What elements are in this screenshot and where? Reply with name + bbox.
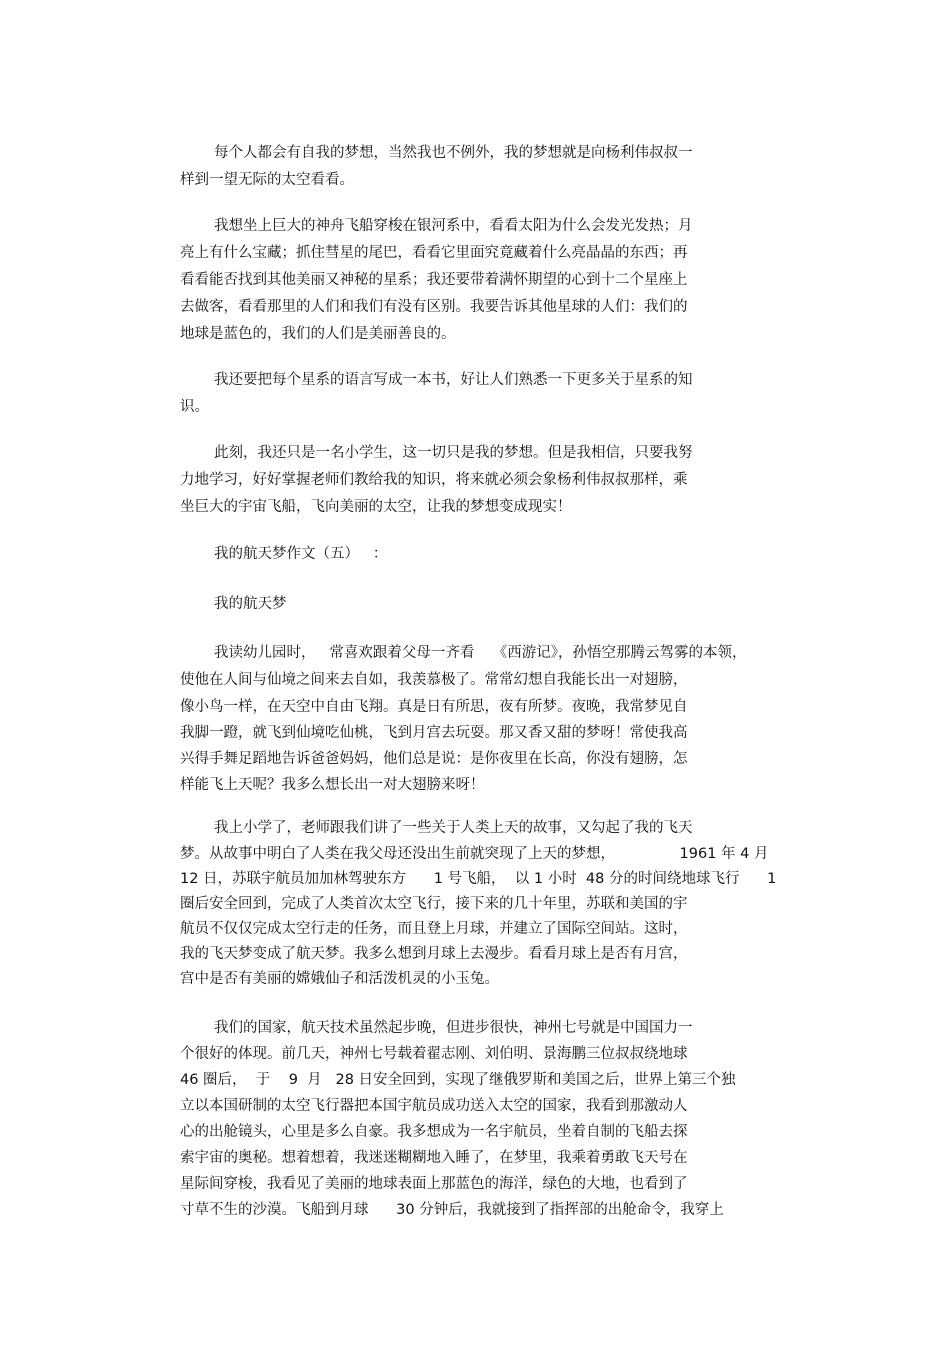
- text-line: 宫中是否有美丽的嫦娥仙子和活泼机灵的小玉兔。: [180, 971, 499, 987]
- text-line: 亮上有什么宝藏；抓住彗星的尾巴，看看它里面究竟藏着什么亮晶晶的东西；再: [180, 245, 688, 261]
- text-line: 兴得手舞足蹈地告诉爸爸妈妈，他们总是说：是你夜里在长高，你没有翅膀，怎: [180, 751, 688, 767]
- text-line: 此刻，我还只是一名小学生，这一切只是我的梦想。但是我相信，只要我努: [214, 445, 693, 461]
- text-line: 心的出舱镜头，心里是多么自豪。我多想成为一名宇航员，坐着自制的飞船去探: [180, 1124, 688, 1140]
- section-heading: 我的航天梦作文（五） ：: [214, 546, 388, 562]
- text-line: 圈后安全回到，完成了人类首次太空飞行，接下来的几十年里，苏联和美国的宇: [180, 896, 688, 912]
- text-line: 个很好的体现。前几天，神州七号载着翟志刚、刘伯明、景海鹏三位叔叔绕地球: [180, 1046, 688, 1062]
- text-line: 每个人都会有自我的梦想，当然我也不例外，我的梦想就是向杨利伟叔叔一: [214, 145, 693, 161]
- text-line: 使他在人间与仙境之间来去自如，我羡慕极了。常常幻想自我能长出一对翅膀，: [180, 672, 688, 688]
- text-line: 12 日，苏联宇航员加加林驾驶东方 1 号飞船， 以 1 小时 48 分的时间绕地球飞行 1: [180, 871, 777, 887]
- text-line: 样到一望无际的太空看看。: [180, 172, 354, 188]
- text-line: 识。: [180, 399, 209, 415]
- text-line: 我想坐上巨大的神舟飞船穿梭在银河系中，看看太阳为什么会发光发热；月: [214, 218, 693, 234]
- text-line: 我脚一蹬，就飞到仙境吃仙桃，飞到月宫去玩耍。那又香又甜的梦呀！常使我高: [180, 725, 688, 741]
- text-line: 样能飞上天呢？我多么想长出一对大翅膀来呀！: [180, 777, 485, 793]
- text-line: 寸草不生的沙漠。飞船到月球 30 分钟后，我就接到了指挥部的出舱命令，我穿上: [180, 1202, 724, 1218]
- text-line: 46 圈后， 于 9 月 28 日安全回到，实现了继俄罗斯和美国之后，世界上第三个独: [180, 1072, 736, 1088]
- text-line: 梦。从故事中明白了人类在我父母还没出生前就突现了上天的梦想， 1961 年 4 月: [180, 846, 769, 862]
- text-line: 力地学习，好好掌握老师们教给我的知识，将来就必须会象杨利伟叔叔那样，乘: [180, 472, 688, 488]
- text-line: 星际间穿梭，我看见了美丽的地球表面上那蓝色的海洋，绿色的大地，也看到了: [180, 1176, 688, 1192]
- text-line: 我读幼儿园时， 常喜欢跟着父母一齐看 《西游记》，孙悟空那腾云驾雾的本领，: [214, 645, 747, 661]
- essay-title: 我的航天梦: [214, 596, 287, 612]
- text-line: 立以本国研制的太空飞行器把本国宇航员成功送入太空的国家，我看到那激动人: [180, 1098, 688, 1114]
- text-line: 我们的国家，航天技术虽然起步晚，但进步很快，神州七号就是中国国力一: [214, 1020, 693, 1036]
- text-line: 去做客，看看那里的人们和我们有没有区别。我要告诉其他星球的人们：我们的: [180, 299, 688, 315]
- text-line: 坐巨大的宇宙飞船，飞向美丽的太空，让我的梦想变成现实！: [180, 499, 572, 515]
- text-line: 我的飞天梦变成了航天梦。我多么想到月球上去漫步。看看月球上是否有月宫，: [180, 946, 688, 962]
- text-line: 我还要把每个星系的语言写成一本书，好让人们熟悉一下更多关于星系的知: [214, 372, 693, 388]
- text-line: 我上小学了，老师跟我们讲了一些关于人类上天的故事，又勾起了我的飞天: [214, 820, 693, 836]
- text-line: 看看能否找到其他美丽又神秘的星系；我还要带着满怀期望的心到十二个星座上: [180, 272, 688, 288]
- text-line: 索宇宙的奥秘。想着想着，我迷迷糊糊地入睡了，在梦里，我乘着勇敢飞天号在: [180, 1150, 688, 1166]
- text-line: 像小鸟一样，在天空中自由飞翔。真是日有所思，夜有所梦。夜晚，我常梦见自: [180, 699, 688, 715]
- text-line: 航员不仅仅完成太空行走的任务，而且登上月球，并建立了国际空间站。这时，: [180, 921, 688, 937]
- text-line: 地球是蓝色的，我们的人们是美丽善良的。: [180, 326, 456, 342]
